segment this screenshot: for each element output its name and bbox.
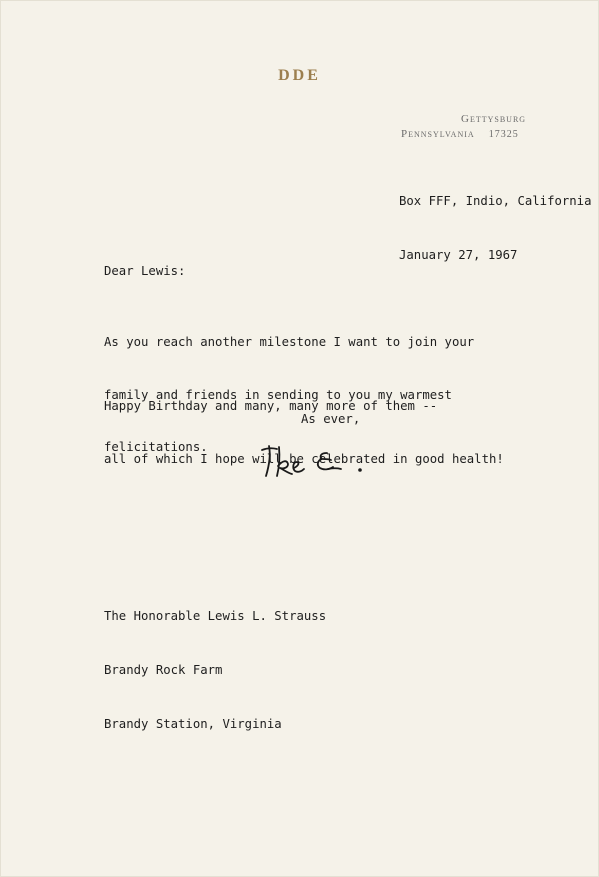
handwritten-signature [259, 438, 389, 483]
paragraph-line: As you reach another milestone I want to join your [104, 335, 475, 349]
letterhead-zip: 17325 [488, 129, 519, 140]
letterhead-monogram: DDE [278, 67, 321, 84]
closing: As ever, [301, 412, 361, 426]
paragraph-line: felicitations. [104, 440, 208, 454]
paragraph-line: family and friends in sending to you my warmest [104, 387, 452, 402]
return-address [399, 156, 592, 300]
return-address-line: Box FFF, Indio, California [399, 194, 592, 208]
letterhead-city: Gettysburg [461, 113, 527, 125]
recipient-address-line: Brandy Station, Virginia [104, 717, 282, 731]
letterhead-state-line [401, 127, 561, 142]
letterhead-state: Pennsylvania [401, 128, 475, 140]
salutation: Dear Lewis: [104, 264, 186, 278]
letter-date: January 27, 1967 [399, 248, 518, 262]
paragraph-line: Happy Birthday and many, many more of them -- [104, 399, 438, 413]
paragraph-line: all of which I hope will be celebrated in good health! [104, 451, 504, 466]
recipient-name: The Honorable Lewis L. Strauss [104, 609, 327, 623]
recipient-address-line: Brandy Rock Farm [104, 663, 223, 677]
recipient-address [104, 571, 326, 769]
letterhead-address [401, 112, 561, 142]
